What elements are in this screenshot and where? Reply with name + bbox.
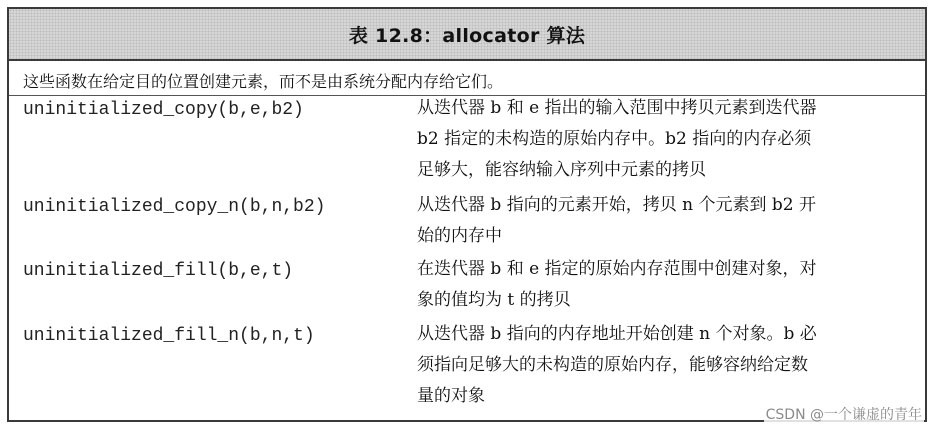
description-line: 象的值均为 t 的拷贝 <box>417 290 571 310</box>
function-description <box>417 319 917 412</box>
function-signature: uninitialized_copy(b,e,b2) <box>23 100 304 120</box>
function-signature: uninitialized_fill_n(b,n,t) <box>23 326 315 346</box>
description-line: 从迭代器 b 指向的内存地址开始创建 n 个对象。b 必 <box>417 324 817 344</box>
description-line: 足够大，能容纳输入序列中元素的拷贝 <box>417 160 706 180</box>
description-line: b2 指定的未构造的原始内存中。b2 指向的内存必须 <box>417 129 812 149</box>
table-title-bar <box>9 9 925 61</box>
function-description <box>417 190 917 252</box>
description-line: 在迭代器 b 和 e 指定的原始内存范围中创建对象，对 <box>417 259 817 279</box>
description-line: 从迭代器 b 指向的元素开始，拷贝 n 个元素到 b2 开 <box>417 195 816 215</box>
description-line: 量的对象 <box>417 386 485 406</box>
description-line: 始的内存中 <box>417 226 502 246</box>
function-description <box>417 93 917 186</box>
table-title: 表 12.8：allocator 算法 <box>348 24 586 47</box>
table-intro-text: 这些函数在给定目的位置创建元素，而不是由系统分配内存给它们。 <box>23 72 504 91</box>
function-signature: uninitialized_fill(b,e,t) <box>23 261 294 281</box>
allocator-algorithms-table <box>7 7 927 422</box>
description-line: 从迭代器 b 和 e 指出的输入范围中拷贝元素到迭代器 <box>417 98 817 118</box>
description-line: 须指向足够大的未构造的原始内存，能够容纳给定数 <box>417 355 808 375</box>
function-signature: uninitialized_copy_n(b,n,b2) <box>23 197 326 217</box>
function-description <box>417 254 917 316</box>
csdn-watermark: CSDN @一个谦虚的青年 <box>764 404 924 424</box>
